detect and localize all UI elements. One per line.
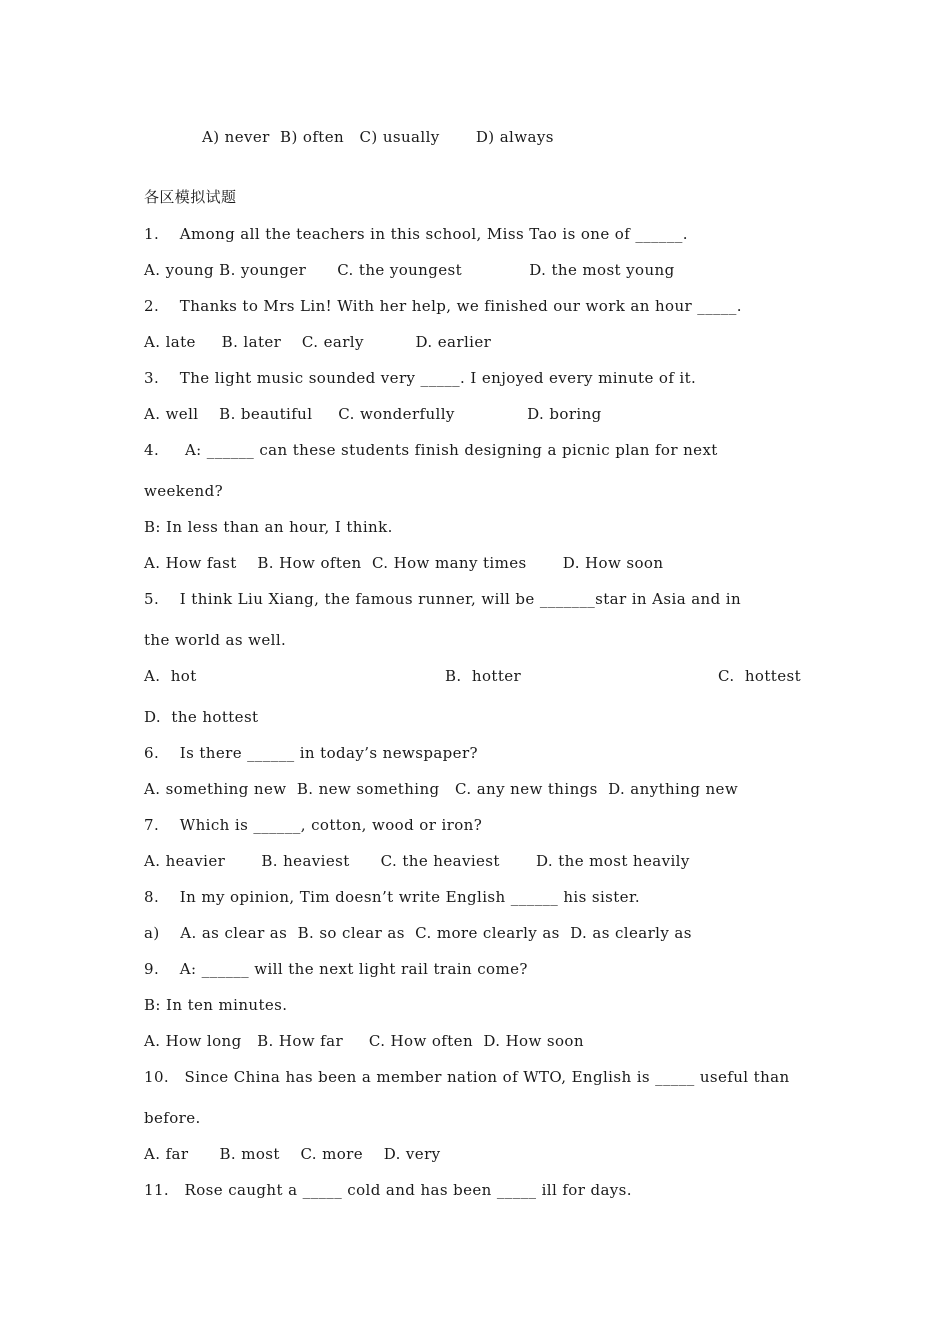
question-8-stem: 8. In my opinion, Tim doesn’t write English ______ his sister. — [144, 888, 641, 906]
question-6-options: A. something new B. new something C. any new things D. anything new — [144, 780, 739, 798]
question-1-stem: 1. Among all the teachers in this school, Miss Tao is one of ______. — [144, 225, 688, 243]
question-5-option-b: B. hotter — [445, 667, 522, 685]
question-9-stem: 9. A: ______ will the next light rail train come? — [144, 960, 528, 978]
question-5-stem-continued: the world as well. — [144, 631, 287, 649]
question-8-options: a) A. as clear as B. so clear as C. more clearly as D. as clearly as — [144, 924, 692, 942]
question-10-options: A. far B. most C. more D. very — [144, 1145, 441, 1163]
question-4-stem-continued: weekend? — [144, 482, 224, 500]
previous-question-options: A) never B) often C) usually D) always — [202, 128, 554, 146]
question-6-stem: 6. Is there ______ in today’s newspaper? — [144, 744, 478, 762]
question-1-options: A. young B. younger C. the youngest D. the most young — [144, 261, 675, 279]
question-9-answer: B: In ten minutes. — [144, 996, 288, 1014]
question-4-answer: B: In less than an hour, I think. — [144, 518, 393, 536]
question-5-option-d: D. the hottest — [144, 708, 259, 726]
question-9-options: A. How long B. How far C. How often D. How soon — [144, 1032, 584, 1050]
question-4-stem: 4. A: ______ can these students finish designing a picnic plan for next — [144, 441, 718, 459]
question-5-option-c: C. hottest — [718, 667, 801, 685]
question-2-options: A. late B. later C. early D. earlier — [144, 333, 492, 351]
question-3-options: A. well B. beautiful C. wonderfully D. boring — [144, 405, 602, 423]
section-title: 各区模拟试题 — [144, 188, 237, 206]
question-11-stem: 11. Rose caught a _____ cold and has been _____ ill for days. — [144, 1181, 632, 1199]
question-5-stem: 5. I think Liu Xiang, the famous runner, will be _______star in Asia and in — [144, 590, 742, 608]
question-2-stem: 2. Thanks to Mrs Lin! With her help, we finished our work an hour _____. — [144, 297, 742, 315]
question-10-stem: 10. Since China has been a member nation of WTO, English is _____ useful than — [144, 1068, 790, 1086]
question-10-stem-continued: before. — [144, 1109, 201, 1127]
question-3-stem: 3. The light music sounded very _____. I enjoyed every minute of it. — [144, 369, 697, 387]
question-7-options: A. heavier B. heaviest C. the heaviest D. the most heavily — [144, 852, 690, 870]
question-7-stem: 7. Which is ______, cotton, wood or iron? — [144, 816, 483, 834]
question-5-option-a: A. hot — [144, 667, 197, 685]
question-4-options: A. How fast B. How often C. How many times D. How soon — [144, 554, 664, 572]
